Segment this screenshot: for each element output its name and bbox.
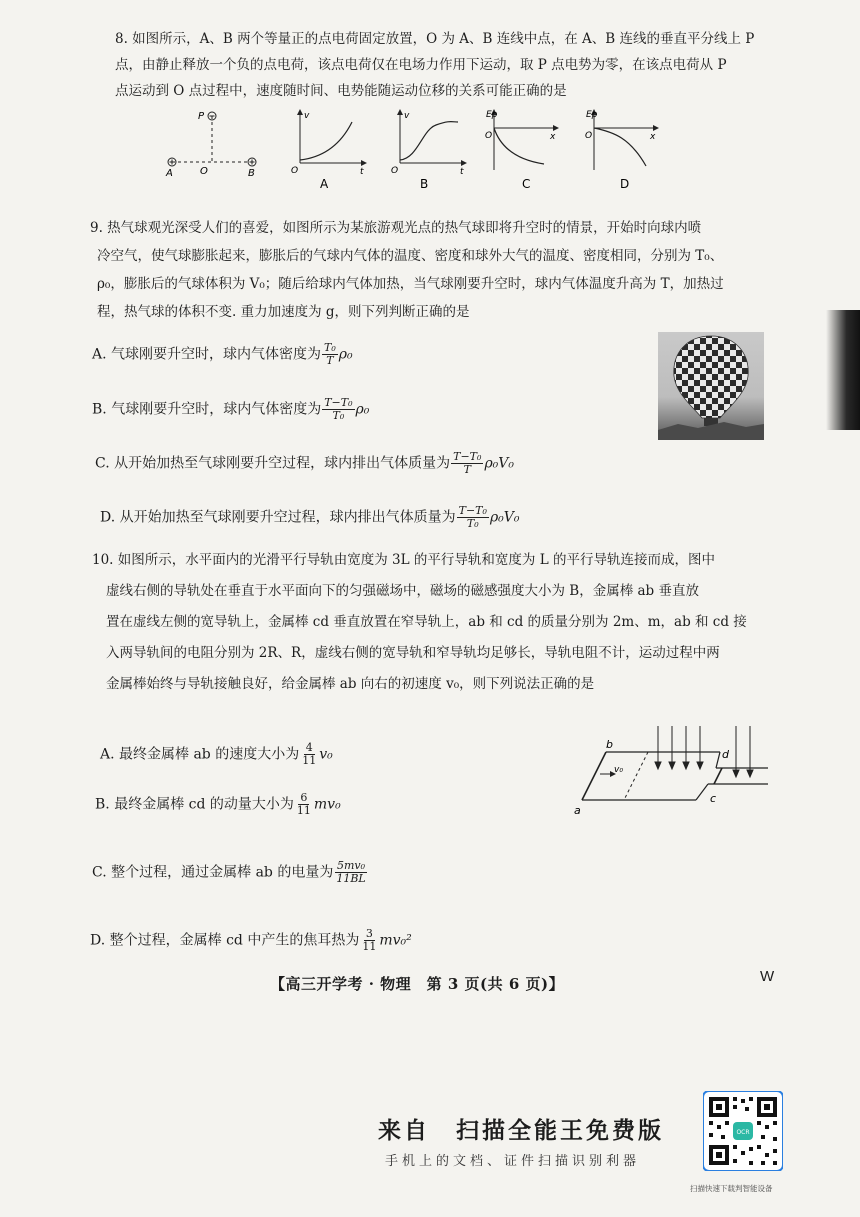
q9-option-D-text: D. 从开始加热至气球刚要升空过程，球内排出气体质量为 xyxy=(100,509,456,526)
label-a: a xyxy=(574,804,581,817)
q10-option-A[interactable] xyxy=(100,742,333,767)
q10-option-B-fraction: $\frac{6}{11}$ xyxy=(296,791,311,817)
q10-option-C-text: C. 整个过程，通过金属棒 ab 的电量为 xyxy=(92,864,334,881)
q10-option-B-text: B. 最终金属棒 cd 的动量大小为 xyxy=(95,796,294,813)
q8-line-1: 8. 如图所示，A、B 两个等量正的点电荷固定放置，O 为 A、B 连线中点，在 A、B 连线的垂直平分线上 P xyxy=(115,31,755,47)
q9-option-A[interactable] xyxy=(92,342,353,367)
q9-option-C-tail: ρ₀V₀ xyxy=(484,455,515,472)
q9-option-C-text: C. 从开始加热至气球刚要升空过程，球内排出气体质量为 xyxy=(95,455,451,472)
q9-option-C[interactable] xyxy=(95,451,514,476)
q10-option-A-text: A. 最终金属棒 ab 的速度大小为 xyxy=(100,746,300,763)
q8-graph-D xyxy=(584,108,664,193)
q9-option-A-text: A. 气球刚要升空时，球内气体密度为 xyxy=(92,346,322,363)
graph-D-origin: O xyxy=(585,131,593,141)
q10-option-D-fraction: $\frac{3}{11}$ xyxy=(362,927,377,953)
label-P: P xyxy=(198,111,205,122)
graph-D-label: D xyxy=(620,177,630,191)
graph-B-xaxis: t xyxy=(460,167,464,177)
q8-line-3: 点运动到 O 点过程中，速度随时间、电势能随运动位移的关系可能正确的是 xyxy=(115,83,567,99)
graph-B-origin: O xyxy=(391,166,399,176)
label-v0: v₀ xyxy=(614,765,623,775)
qr-caption: 扫描快速下载判智能设备 xyxy=(690,1184,773,1193)
question-9 xyxy=(90,214,830,326)
q8-graph-B xyxy=(390,108,470,193)
q10-option-C-fraction: $\frac{\text{5mv₀}}{11BL}$ xyxy=(336,859,366,885)
graph-A-origin: O xyxy=(291,166,299,176)
graph-C-label: C xyxy=(522,177,531,191)
hot-air-balloon-photo xyxy=(658,332,764,440)
q10-rails-figure xyxy=(572,724,772,820)
graph-C-yaxis: Ep xyxy=(486,110,498,120)
q10-line-4: 入两导轨间的电阻分别为 2R、R，虚线右侧的宽导轨和窄导轨均足够长，导轨电阻不计，运动过程中两 xyxy=(106,645,720,661)
graph-B-label: B xyxy=(420,177,429,191)
q10-option-A-fraction: $\frac{4}{11}$ xyxy=(302,741,317,767)
question-10 xyxy=(92,545,832,700)
qr-code-icon[interactable] xyxy=(703,1091,783,1171)
graph-C-origin: O xyxy=(485,131,493,141)
q9-option-D[interactable] xyxy=(100,505,520,530)
q10-line-5: 金属棒始终与导轨接触良好，给金属棒 ab 向右的初速度 v₀，则下列说法正确的是 xyxy=(106,676,595,692)
graph-A-xaxis: t xyxy=(360,167,364,177)
label-B: B xyxy=(248,168,255,179)
q9-line-4: 程，热气球的体积不变. 重力加速度为 g，则下列判断正确的是 xyxy=(97,304,470,320)
q9-option-D-fraction: $\frac{\text{T−T₀}}{\text{T₀}}$ xyxy=(458,504,487,530)
q9-option-B-tail: ρ₀ xyxy=(355,401,370,418)
q10-option-D-text: D. 整个过程，金属棒 cd 中产生的焦耳热为 xyxy=(90,932,360,949)
page-edge-shadow xyxy=(826,310,860,430)
graph-A-label: A xyxy=(320,177,329,191)
q9-option-B-fraction: $\frac{\text{T−T₀}}{\text{T₀}}$ xyxy=(324,396,353,422)
q8-graph-C xyxy=(484,108,564,193)
qr-badge: OCR xyxy=(736,1129,750,1136)
q9-option-B[interactable] xyxy=(92,397,369,422)
q10-option-D-tail: mv₀² xyxy=(379,932,412,949)
graph-D-xaxis: x xyxy=(650,132,656,142)
graph-C-xaxis: x xyxy=(550,132,556,142)
q8-charge-figure xyxy=(160,108,270,180)
scanner-subtitle: 手机上的文档、证件扫描识别利器 xyxy=(385,1154,641,1169)
q10-option-A-tail: v₀ xyxy=(319,746,333,763)
q9-line-2: 冷空气，使气球膨胀起来，膨胀后的气球内气体的温度、密度和球外大气的温度、密度相同，分别为 T₀、 xyxy=(97,248,724,264)
q9-option-C-fraction: $\frac{\text{T−T₀}}{T}$ xyxy=(453,450,482,476)
corner-letter: W xyxy=(760,968,775,985)
graph-A-yaxis: v xyxy=(304,111,310,121)
q10-line-3: 置在虚线左侧的宽导轨上，金属棒 cd 垂直放置在窄导轨上，ab 和 cd 的质量分别为 2m、m，ab 和 cd 接 xyxy=(106,614,747,630)
q10-line-1: 10. 如图所示，水平面内的光滑平行导轨由宽度为 3L 的平行导轨和宽度为 L 的平行导轨连接而成，图中 xyxy=(92,552,715,568)
label-c: c xyxy=(710,792,717,805)
graph-B-yaxis: v xyxy=(404,111,410,121)
scanner-title: 来自 扫描全能王免费版 xyxy=(378,1117,664,1144)
graph-D-yaxis: Ep xyxy=(586,110,598,120)
q10-line-2: 虚线右侧的导轨处在垂直于水平面向下的匀强磁场中，磁场的磁感强度大小为 B，金属棒 ab 垂直放 xyxy=(106,583,699,599)
label-b: b xyxy=(606,738,613,751)
q10-option-C[interactable] xyxy=(92,860,369,885)
q9-option-A-tail: ρ₀ xyxy=(338,346,353,363)
q8-line-2: 点，由静止释放一个负的点电荷，该点电荷仅在电场力作用下运动，取 P 点电势为零，在该点电荷从 P xyxy=(115,57,727,73)
q10-option-D[interactable] xyxy=(90,928,412,953)
question-8 xyxy=(115,26,815,104)
q10-option-B[interactable] xyxy=(95,792,341,817)
q9-line-1: 9. 热气球观光深受人们的喜爱，如图所示为某旅游观光点的热气球即将升空时的情景，开始时向球内喷 xyxy=(90,220,702,236)
page-footer: 【高三开学考 · 物理 第 3 页(共 6 页)】 xyxy=(270,975,565,993)
q9-option-A-fraction: $\frac{\text{T₀}}{T}$ xyxy=(324,341,336,367)
label-A: A xyxy=(166,168,173,179)
q9-line-3: ρ₀，膨胀后的气球体积为 V₀；随后给球内气体加热，当气球刚要升空时，球内气体温度升高为 T，加热过 xyxy=(97,276,724,292)
label-O: O xyxy=(200,166,208,177)
q8-graph-A xyxy=(290,108,370,193)
label-d: d xyxy=(722,748,729,761)
q9-option-D-tail: ρ₀V₀ xyxy=(489,509,520,526)
q10-option-B-tail: mv₀ xyxy=(313,796,341,813)
q9-option-B-text: B. 气球刚要升空时，球内气体密度为 xyxy=(92,401,322,418)
